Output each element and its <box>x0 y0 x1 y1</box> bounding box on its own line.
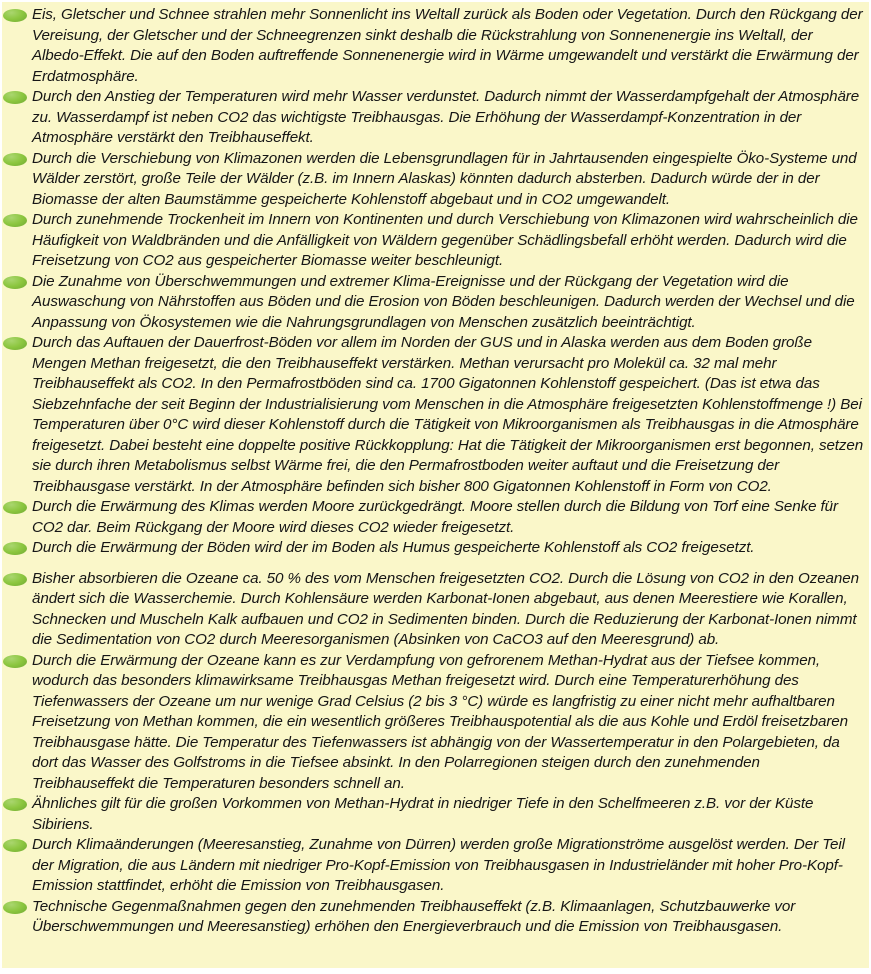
bullet-list <box>2 5 865 938</box>
bullet-text: Durch zunehmende Trockenheit im Innern von Kontinenten und durch Verschiebung von Klimazonen wird wahrscheinlich die Häufigkeit von Waldbränden und die Anfälligkeit von Wäldern gegenüber Schädlingsbefall erhöht werden. Dadurch wird die Freisetzung von CO2 aus gespeicherter Biomasse weiter beschleunigt. <box>32 211 858 269</box>
bullet-text: Ähnliches gilt für die großen Vorkommen von Methan-Hydrat in niedriger Tiefe in den Schelfmeeren z.B. vor der Küste Sibiriens. <box>32 795 814 833</box>
bullet-icon <box>3 214 27 227</box>
document-page <box>2 2 869 968</box>
bullet-icon <box>3 501 27 514</box>
bullet-icon <box>3 542 27 555</box>
bullet-text: Durch die Verschiebung von Klimazonen werden die Lebensgrundlagen für in Jahrtausenden eingespielte Öko-Systeme und Wälder zerstört, große Teile der Wälder (z.B. im Innern Alaskas) könnten dadurch absterben. Dadurch würde der in der Biomasse der alten Baumstämme gespeicherte Kohlenstoff abgebaut und in CO2 umgewandelt. <box>32 149 857 208</box>
bullet-text: Durch den Anstieg der Temperaturen wird mehr Wasser verdunstet. Dadurch nimmt der Wasserdampfgehalt der Atmosphäre zu. Wasserdampf ist neben CO2 das wichtigste Treibhausgas. Die Erhöhung der Wasserdampf-Konzentration in der Atmosphäre verstärkt den Treibhauseffekt. <box>32 88 860 146</box>
bullet-text: Durch die Erwärmung der Ozeane kann es zur Verdampfung von gefrorenem Methan-Hydrat aus der Tiefsee kommen, wodurch das besonders klimawirksame Treibhausgas Methan freigesetzt wird. Durch eine Temperaturerhöhung des Tiefenwassers der Ozeane um nur wenige Grad Celsius (2 bis 3 °C) würde es langfristig zu einer nicht mehr aufhaltbaren Freisetzung von Methan kommen, die ein wesentlich größeres Treibhauspotential als die aus Kohle und Erdöl freisetzbaren Treibhausgase hätte. Die Temperatur des Tiefenwassers ist abhängig von der Wassertemperatur in den Polargebieten, da dort das Wasser des Golfstroms in die Tiefsee absinkt. In den Polarregionen steigen durch den zunehmenden Treibhauseffekt die Temperaturen besonders schnell an. <box>32 651 848 792</box>
bullet-text: Durch Klimaänderungen (Meeresanstieg, Zunahme von Dürren) werden große Migrationströme ausgelöst werden. Der Teil der Migration, die aus Ländern mit niedriger Pro-Kopf-Emission von Treibhausgasen in Industrieländer mit hoher Pro-Kopf-Emission stattfindet, erhöht die Emission von Treibhausgasen. <box>32 836 845 894</box>
bullet-text: Durch die Erwärmung der Böden wird der im Boden als Humus gespeicherte Kohlenstoff als CO2 freigesetzt. <box>32 539 755 556</box>
list-item <box>2 497 865 538</box>
list-item <box>2 794 865 835</box>
bullet-icon <box>3 337 27 350</box>
bullet-icon <box>3 153 27 166</box>
bullet-text: Bisher absorbieren die Ozeane ca. 50 % des vom Menschen freigesetzten CO2. Durch die Lösung von CO2 in den Ozeanen ändert sich die Wasserchemie. Durch Kohlensäure werden Karbonat-Ionen abgebaut, aus denen Meerestiere wie Korallen, Schnecken und Muscheln Kalk aufbauen und CO2 in Sedimenten binden. Durch die Reduzierung der Karbonat-Ionen nimmt die Sedimentation von CO2 durch Meeresorganismen (Absinken von CaCO3 auf den Meeresgrund) ab. <box>32 569 859 648</box>
bullet-icon <box>3 655 27 668</box>
list-item <box>2 5 865 87</box>
list-item <box>2 835 865 897</box>
bullet-icon <box>3 91 27 104</box>
list-item <box>2 210 865 272</box>
bullet-text: Durch die Erwärmung des Klimas werden Moore zurückgedrängt. Moore stellen durch die Bildung von Torf eine Senke für CO2 dar. Beim Rückgang der Moore wird dieses CO2 wieder freigesetzt. <box>32 498 838 536</box>
bullet-text: Eis, Gletscher und Schnee strahlen mehr Sonnenlicht ins Weltall zurück als Boden oder Vegetation. Durch den Rückgang der Vereisung, der Gletscher und der Schneegrenzen sinkt deshalb die Rückstrahlung von Sonnenenergie ins Weltall, der Albedo-Effekt. Die auf den Boden auftreffende Sonnenenergie wird in Wärme umgewandelt und verstärkt die Erwärmung der Erdatmosphäre. <box>32 6 863 85</box>
list-item <box>2 651 865 795</box>
list-item <box>2 569 865 651</box>
list-item <box>2 87 865 149</box>
bullet-icon <box>3 798 27 811</box>
bullet-icon <box>3 276 27 289</box>
list-item <box>2 333 865 497</box>
list-item <box>2 149 865 211</box>
bullet-icon <box>3 573 27 586</box>
list-item <box>2 538 865 559</box>
bullet-text: Technische Gegenmaßnahmen gegen den zunehmenden Treibhauseffekt (z.B. Klimaanlagen, Schutzbauwerke vor Überschwemmungen und Meeresanstieg) erhöhen den Energieverbrauch und die Emission von Treibhausgasen. <box>32 897 796 935</box>
bullet-text: Durch das Auftauen der Dauerfrost-Böden vor allem im Norden der GUS und in Alaska werden aus dem Boden große Mengen Methan freigesetzt, die den Treibhauseffekt verstärken. Methan verursacht pro Molekül ca. 32 mal mehr Treibhauseffekt als CO2. In den Permafrostböden sind ca. 1700 Gigatonnen Kohlenstoff gespeichert. (Das ist etwa das Siebzehnfache der seit Beginn der Industrialisierung vom Menschen in die Atmosphäre freigesetzten Kohlenstoffmenge !) Bei Temperaturen über 0°C wird dieser Kohlenstoff durch die Tätigkeit von Mikroorganismen als Treibhausgas in die Atmosphäre freigesetzt. Dabei besteht eine doppelte positive Rückkopplung: Hat die Tätigkeit der Mikroorganismen erst begonnen, setzen sie durch ihren Metabolismus selbst Wärme frei, die den Permafrostboden weiter auftaut und die Freisetzung der Treibhausgase verstärkt. In der Atmosphäre befinden sich bisher 800 Gigatonnen Kohlenstoff in Form von CO2. <box>32 334 864 495</box>
bullet-icon <box>3 9 27 22</box>
list-item <box>2 272 865 334</box>
bullet-icon <box>3 901 27 914</box>
bullet-icon <box>3 839 27 852</box>
list-item <box>2 897 865 938</box>
bullet-text: Die Zunahme von Überschwemmungen und extremer Klima-Ereignisse und der Rückgang der Vegetation wird die Auswaschung von Nährstoffen aus Böden und die Erosion von Böden beschleunigen. Dadurch werden der Wechsel und die Anpassung von Ökosystemen wie die Nahrungsgrundlagen von Menschen zusätzlich beeinträchtigt. <box>32 272 855 331</box>
